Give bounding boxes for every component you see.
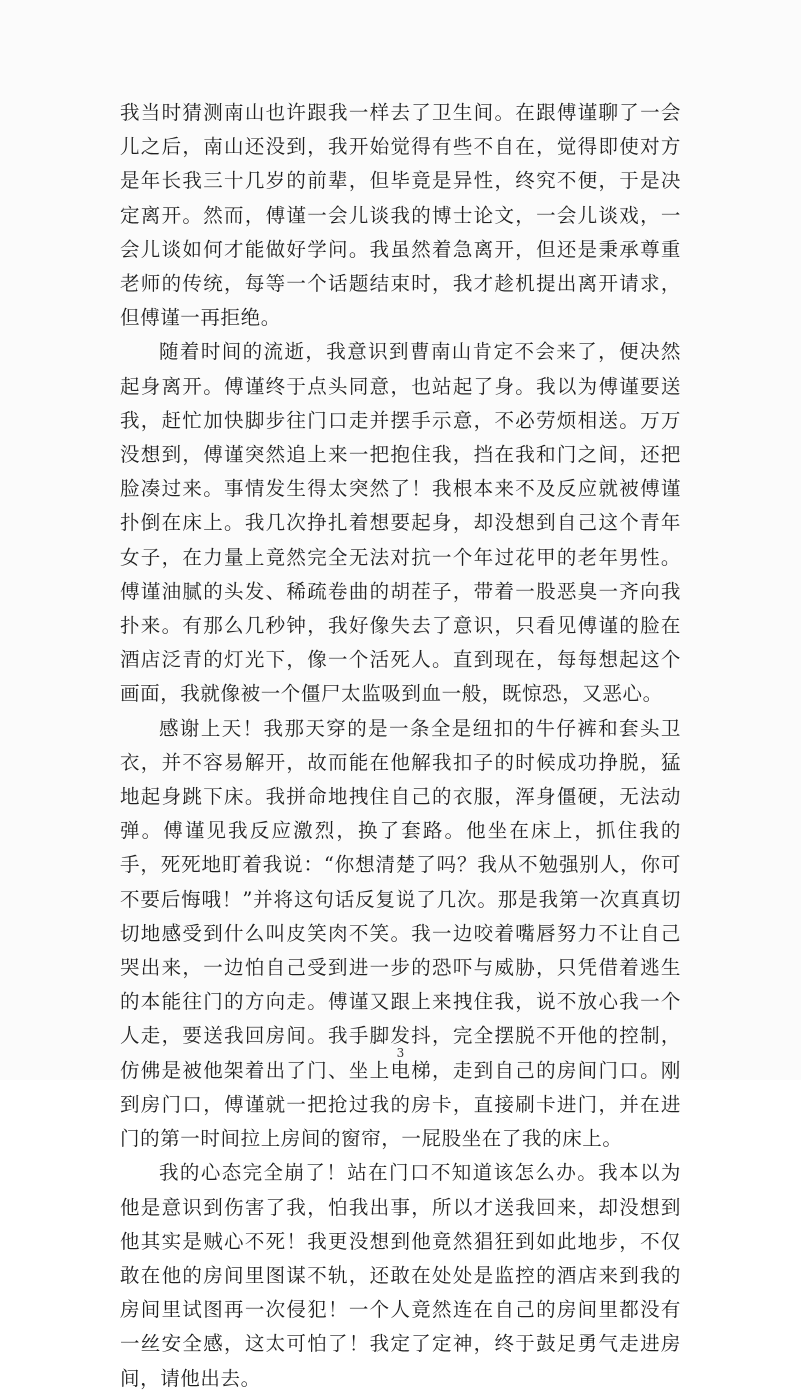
paragraph-1: 我当时猜测南山也许跟我一样去了卫生间。在跟傅谨聊了一会儿之后，南山还没到，我开始觉得有些不自在，觉得即使对方是年长我三十几岁的前辈，但毕竟是异性，终究不便，于是决定离开。然而，傅谨一会儿谈我的博士论文，一会儿谈戏，一会儿谈如何才能做好学问。我虽然着急离开，但还是秉承尊重老师的传统，每等一个话题结束时，我才趁机提出离开请求，但傅谨一再拒绝。 [120,101,681,330]
paragraph-3: 感谢上天！我那天穿的是一条全是纽扣的牛仔裤和套头卫衣，并不容易解开，故而能在他解我扣子的时候成功挣脱，猛地起身跳下床。我拼命地拽住自己的衣服，浑身僵硬，无法动弹。傅谨见我反应激烈，换了套路。他坐在床上，抓住我的手，死死地盯着我说：“你想清楚了吗？我从不勉强别人，你可不要后悔哦！”并将这句话反复说了几次。那是我第一次真真切切地感受到什么叫皮笑肉不笑。我一边咬着嘴唇努力不让自己哭出来，一边怕自己受到进一步的恐吓与威胁，只凭借着逃生的本能往门的方向走。傅谨又跟上来拽住我，说不放心我一个人走，要送我回房间。我手脚发抖，完全摆脱不开他的控制，仿佛是被他架着出了门、坐上电梯，走到自己的房间门口。刚到房门口，傅谨就一把抢过我的房卡，直接刷卡进门，并在进门的第一时间拉上房间的窗帘，一屁股坐在了我的床上。 [120,716,681,1151]
page-number: 3 [396,1046,405,1060]
paragraph-2: 随着时间的流逝，我意识到曹南山肯定不会来了，便决然起身离开。傅谨终于点头同意，也站起了身。我以为傅谨要送我，赶忙加快脚步往门口走并摆手示意，不必劳烦相送。万万没想到，傅谨突然追上来一把抱住我，挡在我和门之间，还把脸凑过来。事情发生得太突然了！我根本来不及反应就被傅谨扑倒在床上。我几次挣扎着想要起身，却没想到自己这个青年女子，在力量上竟然完全无法对抗一个年过花甲的老年男性。傅谨油腻的头发、稀疏卷曲的胡茬子，带着一股恶臭一齐向我扑来。有那么几秒钟，我好像失去了意识，只看见傅谨的脸在酒店泛青的灯光下，像一个活死人。直到现在，每每想起这个画面，我就像被一个僵尸太监吸到血一般，既惊恐，又恶心。 [120,340,681,706]
paragraph-4: 我的心态完全崩了！站在门口不知道该怎么办。我本以为他是意识到伤害了我，怕我出事，所以才送我回来，却没想到他其实是贼心不死！我更没想到他竟然猖狂到如此地步，不仅敢在他的房间里图谋不轨，还敢在处处是监控的酒店来到我的房间里试图再一次侵犯！一个人竟然连在自己的房间里都没有一丝安全感，这太可怕了！我定了定神，终于鼓足勇气走进房间，请他出去。 [120,1161,681,1390]
document-body [120,96,681,1396]
